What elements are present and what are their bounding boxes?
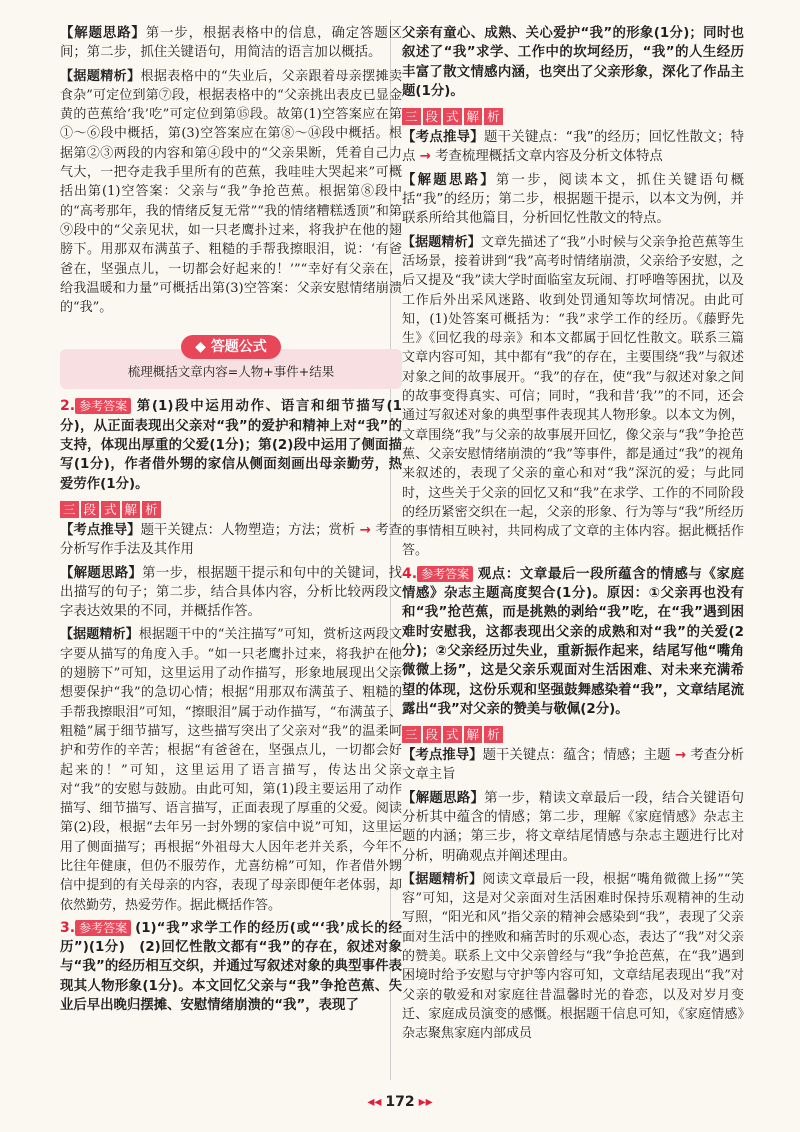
arrow-icon: → [674, 748, 687, 764]
page-number-footer [0, 1094, 800, 1110]
q2-analysis: 【据题精析】根据题干中的“关注描写”可知，赏析这两段文字要从描写的角度入手。“如一只老鹰扑过来，将我护在他的翅膀下”可知，这里运用了动作描写，形象地展现出父亲想要保护“我”的急切心情；根据“用那双布满茧子、粗糙的手帮我擦眼泪”可知，“擦眼泪”属于动作描写，“布满茧子、粗糙”属于细节描写，这些描写突出了父亲对“我”的温柔呵护和劳作的辛苦；根据“有爸爸在，坚强点儿，一切都会好起来的！”可知，这里运用了语言描写，传达出父亲对“我”的安慰与鼓励。由此可知，第(1)段主要运用了动作描写、细节描写、语言描写，正面表现了厚重的父爱。阅读第(2)段，根据“去年另一封外甥的家信中说”可知，这里运用了侧面描写；再根据“外祖母大人因年老并关系，今年不比往年健康，但仍不服劳作，尤喜纺棉”可知，作者借外甥信中提到的有关母亲的内容，表现了母亲即便年老体弱，却依然勤劳，热爱劳作。据此概括作答。 [60, 627, 402, 913]
solution-idea-paragraph [60, 24, 402, 63]
q3-answer [60, 919, 402, 1015]
q2-solution-idea: 【解题思路】第一步，根据题干提示和句中的关键词，找出描写的句子；第二步，结合具体内容，分析比较两段文字表达效果的不同，并概括作答。 [60, 565, 403, 620]
q4-number: 4. [402, 565, 418, 582]
q3-analysis: 【据题精析】文章先描述了“我”小时候与父亲争抢芭蕉等生活场景，接着讲到“我”高考时情绪崩溃，父亲给予安慰，之后又提及“我”读大学时面临室友玩闹、打呼噜等困扰，以及工作后外出采风迷路、收到处罚通知等坎坷情况。由此可知，(1)处答案可概括为：“我”求学工作的经历。《藤野先生》《回忆我的母亲》和本文都属于回忆性散文。联系三篇文章内容可知，其中都有“我”的存在，主要围绕“我”与叙述对象之间的故事展开。“我”的存在，使“我”与叙述对象之间的故事变得真实、可信；同时，“我和昔‘我’”的不同，还会通过写叙述对象的典型事件表现其人物形象。以本文为例，文章围绕“我”与父亲的故事展开回忆，像父亲与“我”争抢芭蕉、父亲安慰情绪崩溃的“我”等事件，都是通过“我”的视角来叙述的，表现了父亲的童心和对“我”深沉的爱；与此同时，这些关于父亲的回忆又和“我”在求学、工作的不同阶段的经历紧密交织在一起，父亲的形象、行为等与“我”所经历的事情相互映衬，共同构成了文章的主体内容。据此概括作答。 [402, 234, 744, 559]
three-step-analysis-label: 三 段 式 解 析 [402, 726, 505, 743]
q4-answer-text: 观点：文章最后一段所蕴含的情感与《家庭情感》杂志主题高度契合(1分)。原因：①父亲再也没有和“我”抢芭蕉，而是挑熟的剥给“我”吃，在“我”遇到困难时安慰我，这都表现出父亲的成熟和对“我”的关爱(2分)；②父亲经历过失业，重新振作起来，结尾写他“嘴角微微上扬”，这是父亲乐观面对生活困难、对未来充满希望的体现，这份乐观和坚强鼓舞感染着“我”，文章结尾流露出“我”对父亲的赞美与敬佩(2分)。 [402, 566, 744, 717]
reference-answer-badge: 参考答案 [75, 920, 131, 936]
arrow-icon: → [359, 522, 371, 538]
q3-answer-continued: 父亲有童心、成熟、关心爱护“我”的形象(1分)；同时也叙述了“我”求学、工作中的坎坷经历，“我”的人生经历丰富了散文情感内涵，也突出了父亲形象，深化了作品主题(1分)。 [402, 26, 744, 99]
q3-solution-idea: 【解题思路】第一步，阅读本文，抓住关键语句概括“我”的经历；第二步，根据题干提示，以本文为例，并联系所给其他篇目，分析回忆性散文的特点。 [402, 172, 745, 227]
q2-knowledge-point: 【考点推导】题干关键点：人物塑造；方法；赏析 → 考查分析写作手法及其作用 [60, 522, 403, 558]
q3-answer-text: (1)“我”求学工作的经历(或“‘我’成长的经历”)(1分) (2)回忆性散文都有“我”的存在，叙述对象与“我”的经历相互交织，并通过写叙述对象的典型事件表现其人物形象(1分)。本文回忆父亲与“我”争抢芭蕉、失业后早出晚归摆摊、安慰情绪崩溃的“我”，表现了 [60, 920, 402, 1014]
q2-answer [60, 397, 402, 493]
q4-analysis: 【据题精析】阅读文章最后一段，根据“嘴角微微上扬”“笑容”可知，这是对父亲面对生活困难时保持乐观精神的生动写照，“阳光和风”指父亲的精神会感染到“我”，表现了父亲面对生活中的挫败和痛苦时的乐观心态，表达了“我”对父亲的赞美。联系上文中父亲曾经与“我”争抢芭蕉，在“我”遇到困境时给予安慰与守护等内容可知，文章结尾表现出“我”对父亲的敬爱和对家庭往昔温馨时光的眷恋，以及对岁月变迁、家庭成员演变的感慨。根据题干信息可知，《家庭情感》杂志聚焦家庭内部成员 [402, 871, 744, 1042]
page-number: 172 [385, 1094, 415, 1110]
right-column [402, 24, 744, 1048]
three-step-analysis-label: 三 段 式 解 析 [402, 108, 505, 125]
formula-body: 梳理概括文章内容=人物+事件+结果 [60, 349, 402, 389]
right-arrows-icon: ▸▸ [418, 1094, 433, 1110]
analysis-text: 根据表格中的“失业后，父亲跟着母亲摆摊卖食杂”可定位到第⑦段，根据表格中的“父亲挑出表皮已显金黄的芭蕉给‘我’吃”可定位到第⑮段。故第(1)空答案应在第①～⑥段中概括，第(3)空答案应在第⑧～⑭段中概括。根据第②③两段的内容和第④段中的“父亲果断，凭着自己力气大，一把夺走我手里所有的芭蕉，我哇哇大哭起来”可概括出第(1)空答案：父亲与“我”争抢芭蕉。根据第⑧段中的“高考那年，我的情绪反复无常”“我的情绪糟糕透顶”和第⑨段中的“父亲见状，如一只老鹰扑过来，将我护在他的翅膀下。用那双布满茧子、粗糙的手帮我擦眼泪，说：‘有爸爸在，坚强点儿，一切都会好起来的！’”“幸好有父亲在，给我温暖和力量”可概括出第(3)空答案：父亲安慰情绪崩溃的“我”。 [60, 68, 402, 316]
q2-number: 2. [60, 398, 76, 415]
solution-idea-text: 第一步，根据表格中的信息，确定答题区间；第二步，抓住关键语句，用简洁的语言加以概括。 [60, 26, 403, 61]
q4-solution-idea: 【解题思路】第一步，精读文章最后一段，结合关键语句分析其中蕴含的情感；第二步，理解《家庭情感》杂志主题的内涵；第三步，将文章结尾情感与杂志主题进行比对分析，明确观点并阐述理由。 [402, 790, 745, 864]
three-step-analysis-label: 三 段 式 解 析 [60, 501, 163, 518]
q2-answer-text: 第(1)段中运用动作、语言和细节描写(1分)，从正面表现出父亲对“我”的爱护和精神上对“我”的支持，体现出厚重的父爱(1分)；第(2)段中运用了侧面描写(1分)，作者借外甥的家信从侧面刻画出母亲勤劳，热爱劳作(1分)。 [60, 399, 402, 492]
q3-knowledge-point: 【考点推导】题干关键点：“我”的经历；回忆性散文；特点 → 考查梳理概括文章内容及分析文体特点 [402, 130, 745, 165]
arrow-icon: → [419, 149, 431, 165]
solution-idea-tag: 【解题思路】 [60, 26, 146, 41]
formula-title: ◆ 答题公式 [181, 335, 281, 359]
q4-knowledge-point: 【考点推导】题干关键点：蕴含；情感；主题 → 考查分析文章主旨 [402, 748, 745, 783]
q3-number: 3. [60, 919, 76, 936]
left-column [60, 24, 402, 1019]
analysis-tag: 【据题精析】 [60, 68, 141, 84]
answer-formula-box [60, 335, 402, 389]
left-arrows-icon: ◂◂ [367, 1094, 382, 1110]
analysis-paragraph [60, 67, 402, 318]
reference-answer-badge: 参考答案 [417, 566, 473, 582]
q4-answer [402, 565, 744, 719]
reference-answer-badge: 参考答案 [75, 398, 131, 414]
